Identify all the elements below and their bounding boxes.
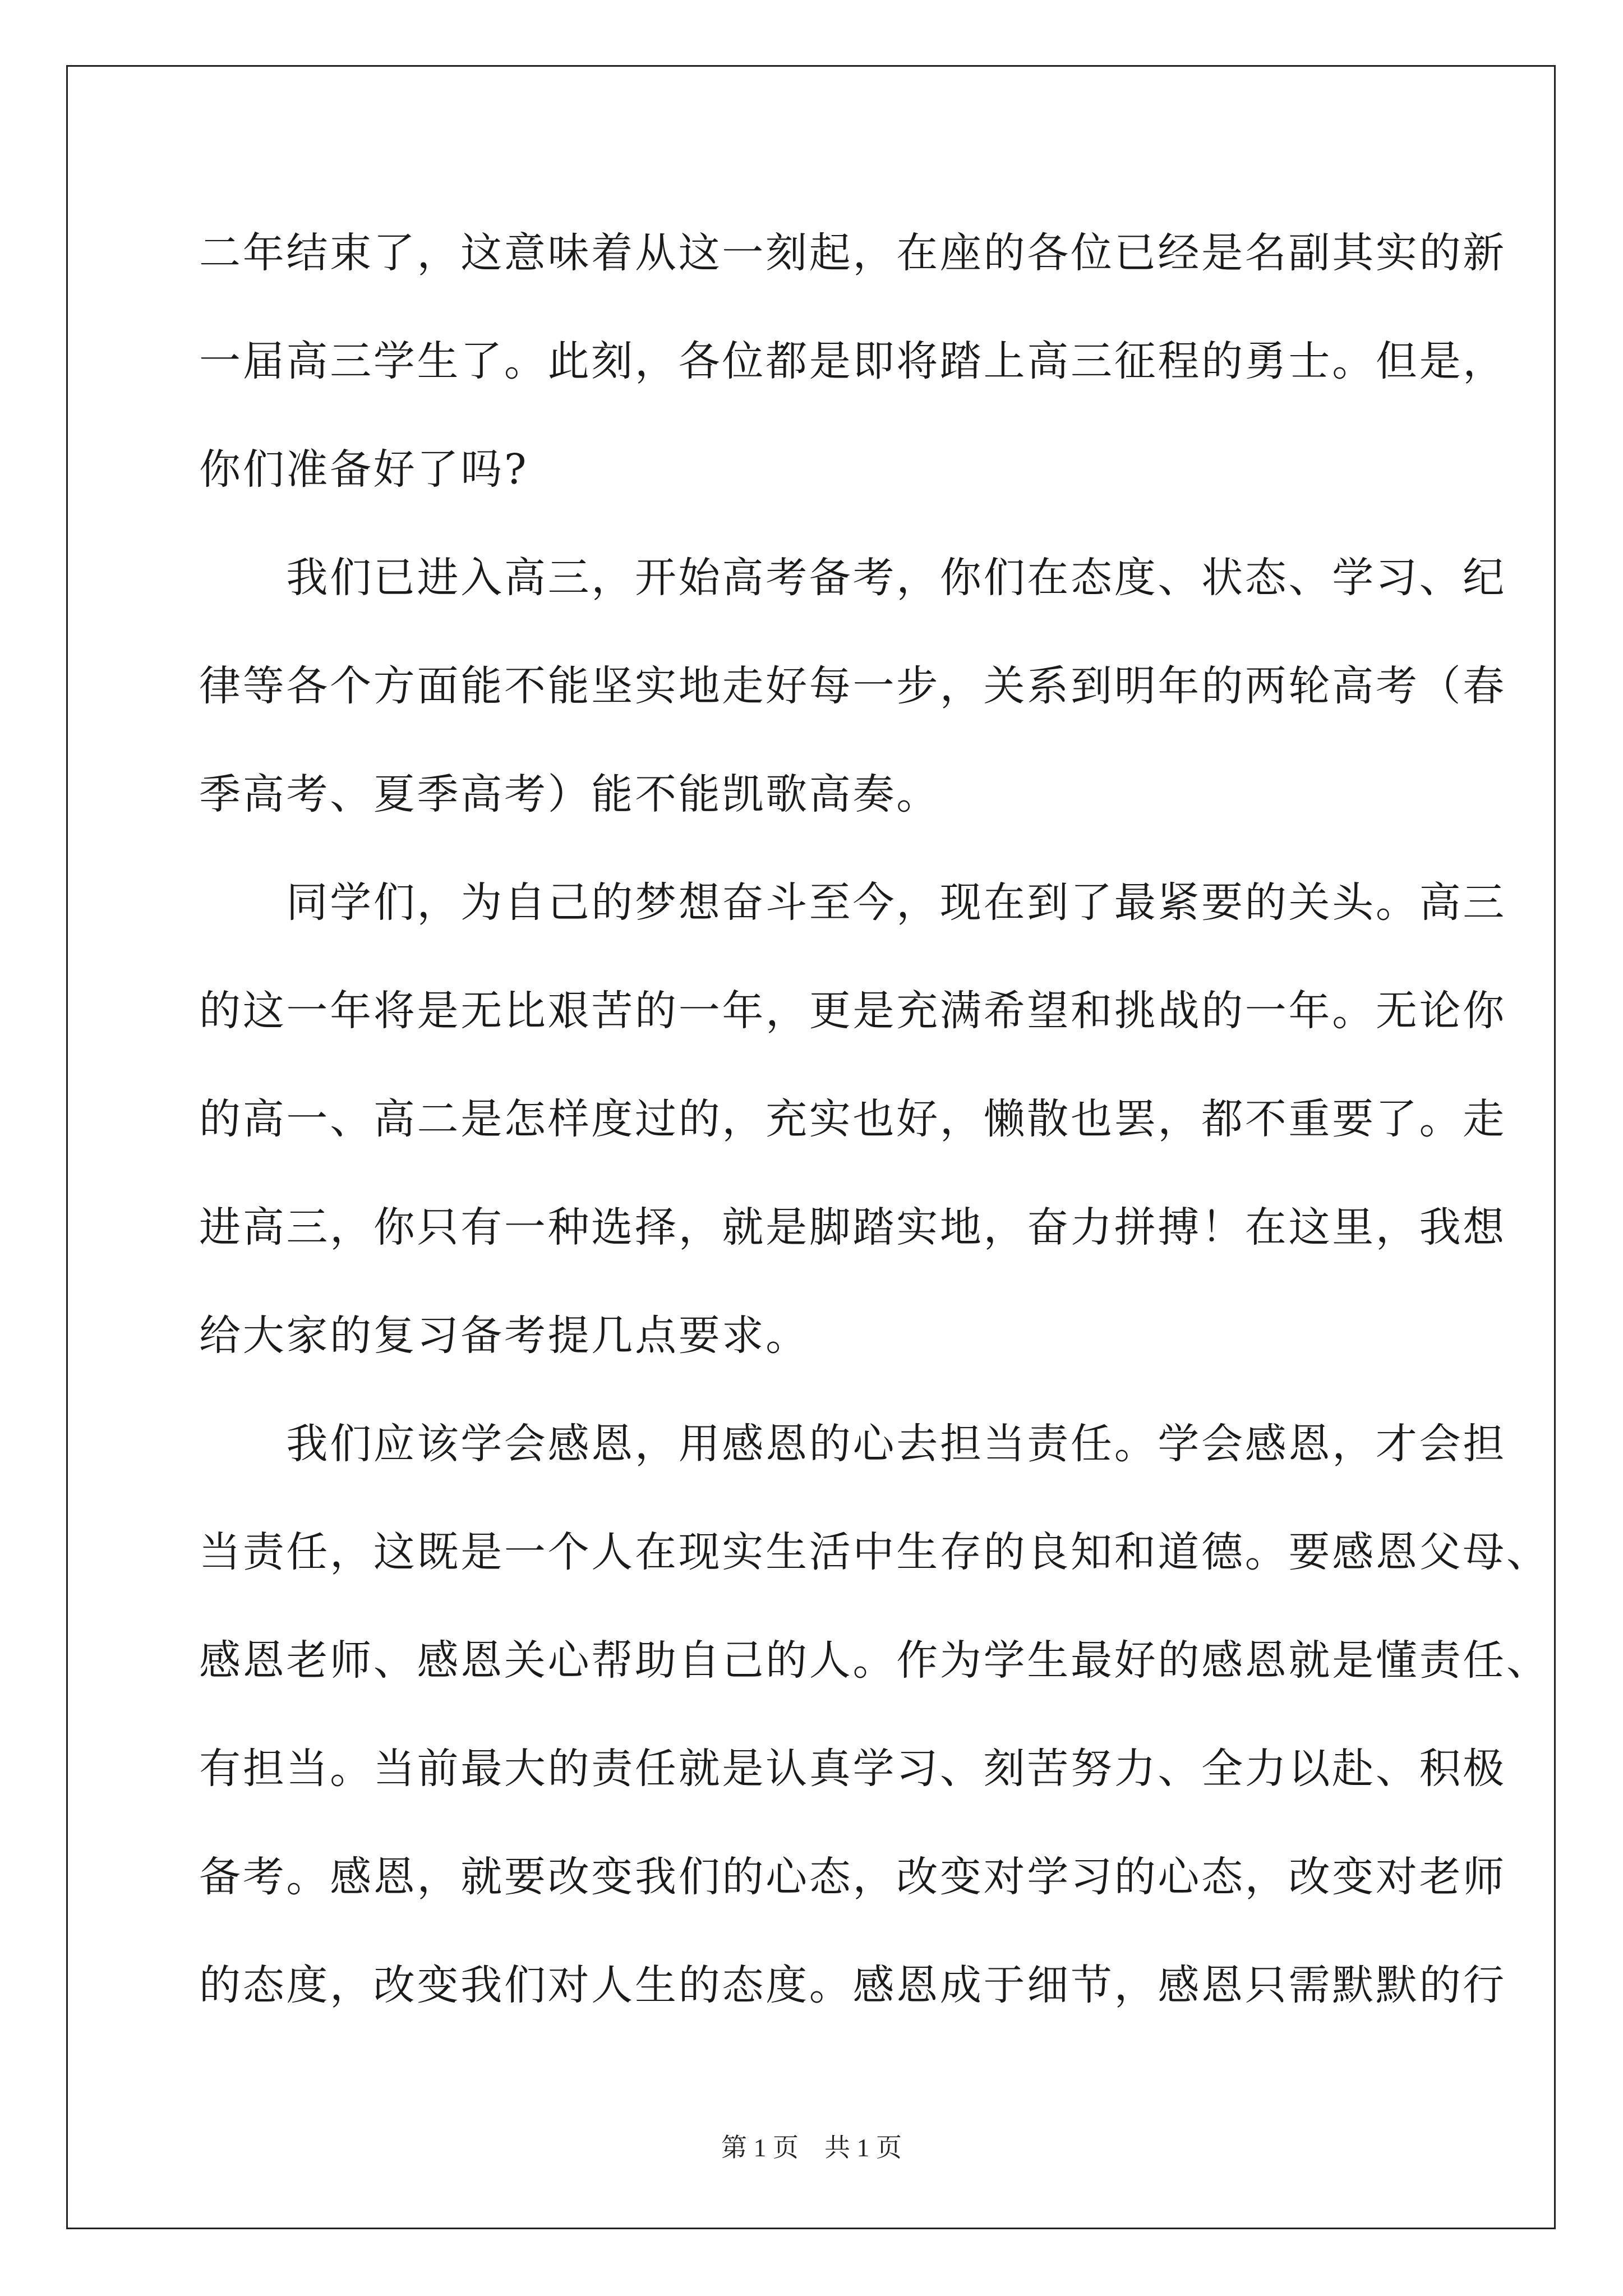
text-line: 的高一、高二是怎样度过的，充实也好，懒散也罢，都不重要了。走	[199, 1095, 1506, 1143]
text-line: 同学们，为自己的梦想奋斗至今，现在到了最紧要的关头。高三	[199, 878, 1506, 927]
text-line: 进高三，你只有一种选择，就是脚踏实地，奋力拼搏！在这里，我想	[199, 1203, 1506, 1251]
paragraph-1	[199, 199, 1506, 524]
paragraph-4	[199, 1390, 1550, 2040]
text-line: 感恩老师、感恩关心帮助自己的人。作为学生最好的感恩就是懂责任、	[199, 1636, 1550, 1685]
text-line: 一届高三学生了。此刻，各位都是即将踏上高三征程的勇士。但是，	[199, 337, 1506, 385]
paragraph-3	[199, 849, 1506, 1390]
text-line: 的态度，改变我们对人生的态度。感恩成于细节，感恩只需默默的行	[199, 1961, 1506, 2009]
page-number-footer: 第 1 页 共 1 页	[721, 2133, 902, 2162]
text-line: 律等各个方面能不能坚实地走好每一步，关系到明年的两轮高考（春	[199, 662, 1506, 710]
text-line: 我们应该学会感恩，用感恩的心去担当责任。学会感恩，才会担	[199, 1420, 1506, 1468]
document-body	[199, 199, 1550, 2040]
text-line: 给大家的复习备考提几点要求。	[199, 1312, 809, 1360]
text-line: 当责任，这既是一个人在现实生活中生存的良知和道德。要感恩父母、	[199, 1528, 1550, 1576]
text-line: 二年结束了，这意味着从这一刻起，在座的各位已经是名副其实的新	[199, 229, 1506, 277]
text-line: 备考。感恩，就要改变我们的心态，改变对学习的心态，改变对老师	[199, 1853, 1506, 1901]
text-line: 的这一年将是无比艰苦的一年，更是充满希望和挑战的一年。无论你	[199, 987, 1506, 1035]
text-line: 我们已进入高三，开始高考备考，你们在态度、状态、学习、纪	[199, 554, 1506, 602]
paragraph-2	[199, 524, 1506, 849]
text-line: 季高考、夏季高考）能不能凯歌高奏。	[199, 770, 940, 818]
text-line: 你们准备好了吗?	[199, 445, 529, 494]
text-line: 有担当。当前最大的责任就是认真学习、刻苦努力、全力以赴、积极	[199, 1745, 1506, 1793]
